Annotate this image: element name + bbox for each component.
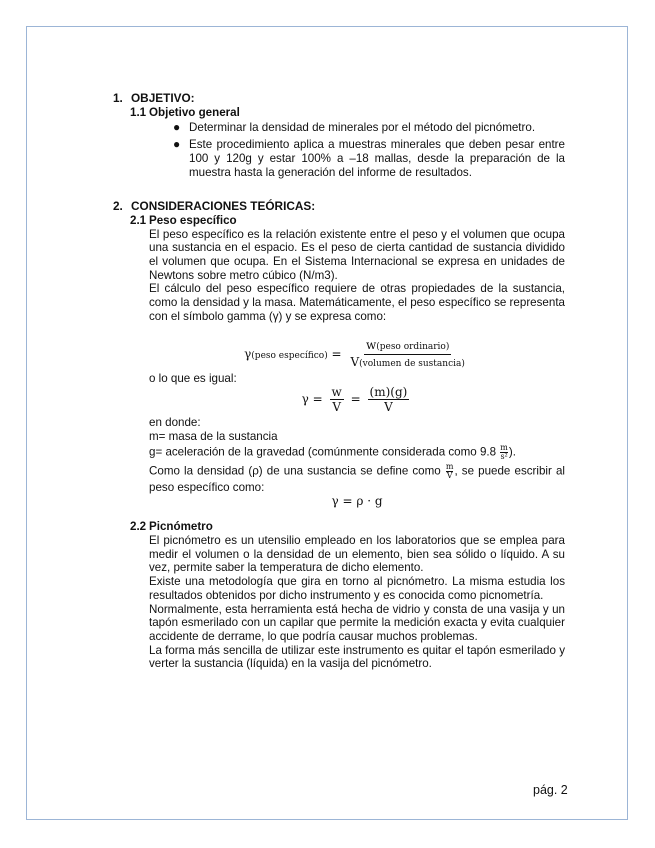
subsection-1-1-heading — [130, 106, 565, 120]
document-body — [113, 92, 565, 671]
fraction: $\frac{w}{V}$ — [331, 385, 342, 415]
paragraph: El cálculo del peso específico requiere de otras propiedades de la sustancia, como la densidad y la masa. Matemáticamente, el peso específico se representa con el símbolo gamma (γ) y se expresa como: — [149, 282, 565, 323]
section-title: CONSIDERACIONES TEÓRICAS: — [131, 199, 316, 214]
definition-m: m= masa de la sustancia — [149, 429, 278, 443]
objective-list — [113, 121, 565, 179]
section-number: 1. — [113, 91, 123, 105]
subsection-title: Picnómetro — [149, 520, 213, 534]
formula-specific-weight: γ(peso específico) = $\frac{\text{w(peso ordinario)}}{\text{V(volumen de sustancia)}}$ — [244, 337, 465, 369]
paragraph: Normalmente, esta herramienta está hecha de vidrio y consta de una vasija y un tapón esmerilado con un capilar que permite la medición exacta y evita cualquier accidente de derrame, lo que podría causar muchos problemas. — [149, 602, 565, 643]
definition-g: g= aceleración de la gravedad (comúnmente considerada como 9.8 $\frac{m}{\text{s²}}$ ). — [149, 442, 516, 461]
paragraph: Existe una metodología que gira en torno al picnómetro. La misma estudia los resultados obtenidos por dicho instrumento y es conocida como picnometría. — [149, 575, 565, 602]
subsection-2-2-heading — [130, 520, 565, 534]
subsection-2-1-heading — [130, 214, 565, 228]
fraction: $\frac{(m)(g)}{V}$ — [369, 385, 408, 415]
paragraph: o lo que es igual: — [149, 371, 237, 385]
bullet-icon: ● — [173, 120, 181, 135]
fraction: $\frac{m}{\text{s²}}$ — [500, 442, 508, 461]
subsection-title: Peso específico — [149, 213, 237, 227]
bullet-icon: ● — [173, 137, 181, 152]
paragraph: en donde: — [149, 416, 201, 430]
formula-gamma: γ = $\frac{w}{V}$ = $\frac{(m)(g)}{V}$ — [301, 385, 408, 415]
paragraph: El picnómetro es un utensilio empleado en los laboratorios que se emplea para medir el volumen o la densidad de un elemento, bien sea sólido o líquido. A su vez, permite saber la temperatura de dicho elemento. — [149, 534, 565, 575]
subsection-number: 2.1 — [130, 213, 147, 227]
section-1-heading — [113, 92, 565, 106]
subsection-number: 2.2 — [130, 520, 147, 534]
density-paragraph: Como la densidad (ρ) de una sustancia se define como $\frac{m}{V}$ , se puede escribir al peso específico como: — [149, 461, 565, 494]
fraction: $\frac{m}{V}$ — [445, 461, 454, 480]
section-number: 2. — [113, 199, 123, 214]
formula-rho-g: γ = ρ · g — [331, 493, 383, 508]
page-number: pág. 2 — [533, 783, 568, 797]
fraction: $\frac{\text{w(peso ordinario)}}{\text{V(volumen de sustancia)}}$ — [350, 337, 465, 369]
list-item: ● Este procedimiento aplica a muestras minerales que deben pesar entre 100 y 120g y estar 100% a –18 mallas, desde la preparación de la muestra hasta la generación del informe de resultados. — [173, 137, 565, 179]
paragraph: El peso específico es la relación existente entre el peso y el volumen que ocupa una sustancia en el espacio. Es el peso de cierta cantidad de sustancia dividido el volumen que ocupa. En el Sistema Internacional se expresa en unidades de Newtons sobre metro cúbico (N/m3). — [149, 227, 565, 282]
section-title: OBJETIVO: — [131, 91, 195, 105]
paragraph: La forma más sencilla de utilizar este instrumento es quitar el tapón esmerilado y verter la sustancia (líquida) en la vasija del picnómetro. — [149, 643, 565, 671]
list-item: ● Determinar la densidad de minerales por el método del picnómetro. — [173, 120, 536, 135]
section-2-heading — [113, 200, 565, 214]
subsection-title: Objetivo general — [149, 105, 240, 119]
subsection-number: 1.1 — [130, 105, 147, 119]
